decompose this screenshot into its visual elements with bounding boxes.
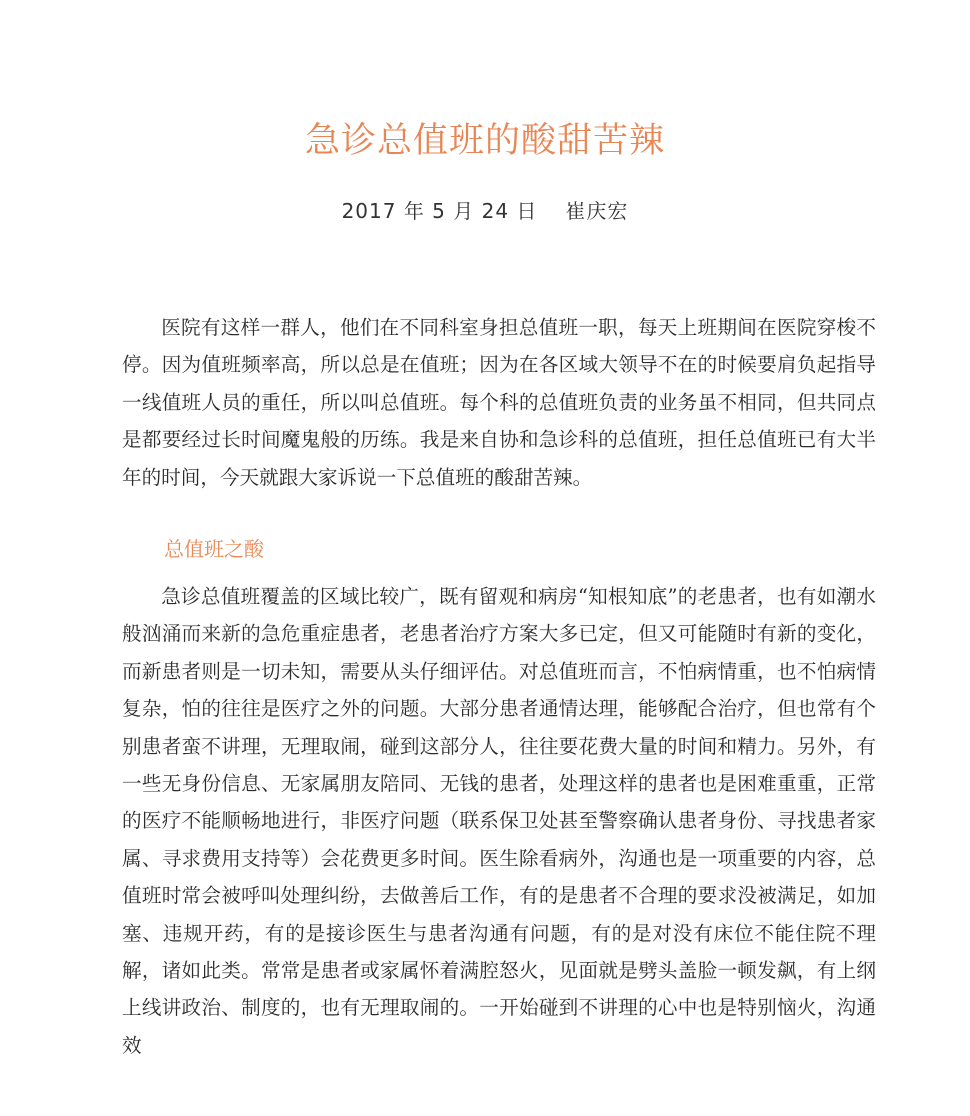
section-heading: 总值班之酸 [164,537,264,561]
section-body [122,578,876,1064]
article-meta [0,195,970,224]
intro-paragraph: 医院有这样一群人，他们在不同科室身担总值班一职，每天上班期间在医院穿梭不停。因为值班频率高，所以总是在值班；因为在各区域大领导不在的时候要肩负起指导一线值班人员的重任，所以叫总值班。每个科的总值班负责的业务虽不相同，但共同点是都要经过长时间魔鬼般的历练。我是来自协和急诊科的总值班，担任总值班已有大半年的时间，今天就跟大家诉说一下总值班的酸甜苦辣。 [122,316,876,489]
intro-section [122,309,876,496]
article-title: 急诊总值班的酸甜苦辣 [304,121,665,161]
article-author: 崔庆宏 [565,199,629,223]
section-paragraph: 急诊总值班覆盖的区域比较广，既有留观和病房“知根知底”的老患者，也有如潮水般汹涌而来新的急危重症患者，老患者治疗方案大多已定，但又可能随时有新的变化，而新患者则是一切未知，需要从头仔细评估。对总值班而言，不怕病情重，也不怕病情复杂，怕的往往是医疗之外的问题。大部分患者通情达理，能够配合治疗，但也常有个别患者蛮不讲理，无理取闹，碰到这部分人，往往要花费大量的时间和精力。另外，有一些无身份信息、无家属朋友陪同、无钱的患者，处理这样的患者也是困难重重，正常的医疗不能顺畅地进行，非医疗问题（联系保卫处甚至警察确认患者身份、寻找患者家属、寻求费用支持等）会花费更多时间。医生除看病外，沟通也是一项重要的内容，总值班时常会被呼叫处理纠纷，去做善后工作，有的是患者不合理的要求没被满足，如加塞、违规开药，有的是接诊医生与患者沟通有问题，有的是对没有床位不能住院不理解，诸如此类。常常是患者或家属怀着满腔怒火，见面就是劈头盖脸一顿发飙，有上纲上线讲政治、制度的，也有无理取闹的。一开始碰到不讲理的心中也是特别恼火，沟通效 [122,585,876,1057]
article-date: 2017 年 5 月 24 日 [341,199,538,223]
